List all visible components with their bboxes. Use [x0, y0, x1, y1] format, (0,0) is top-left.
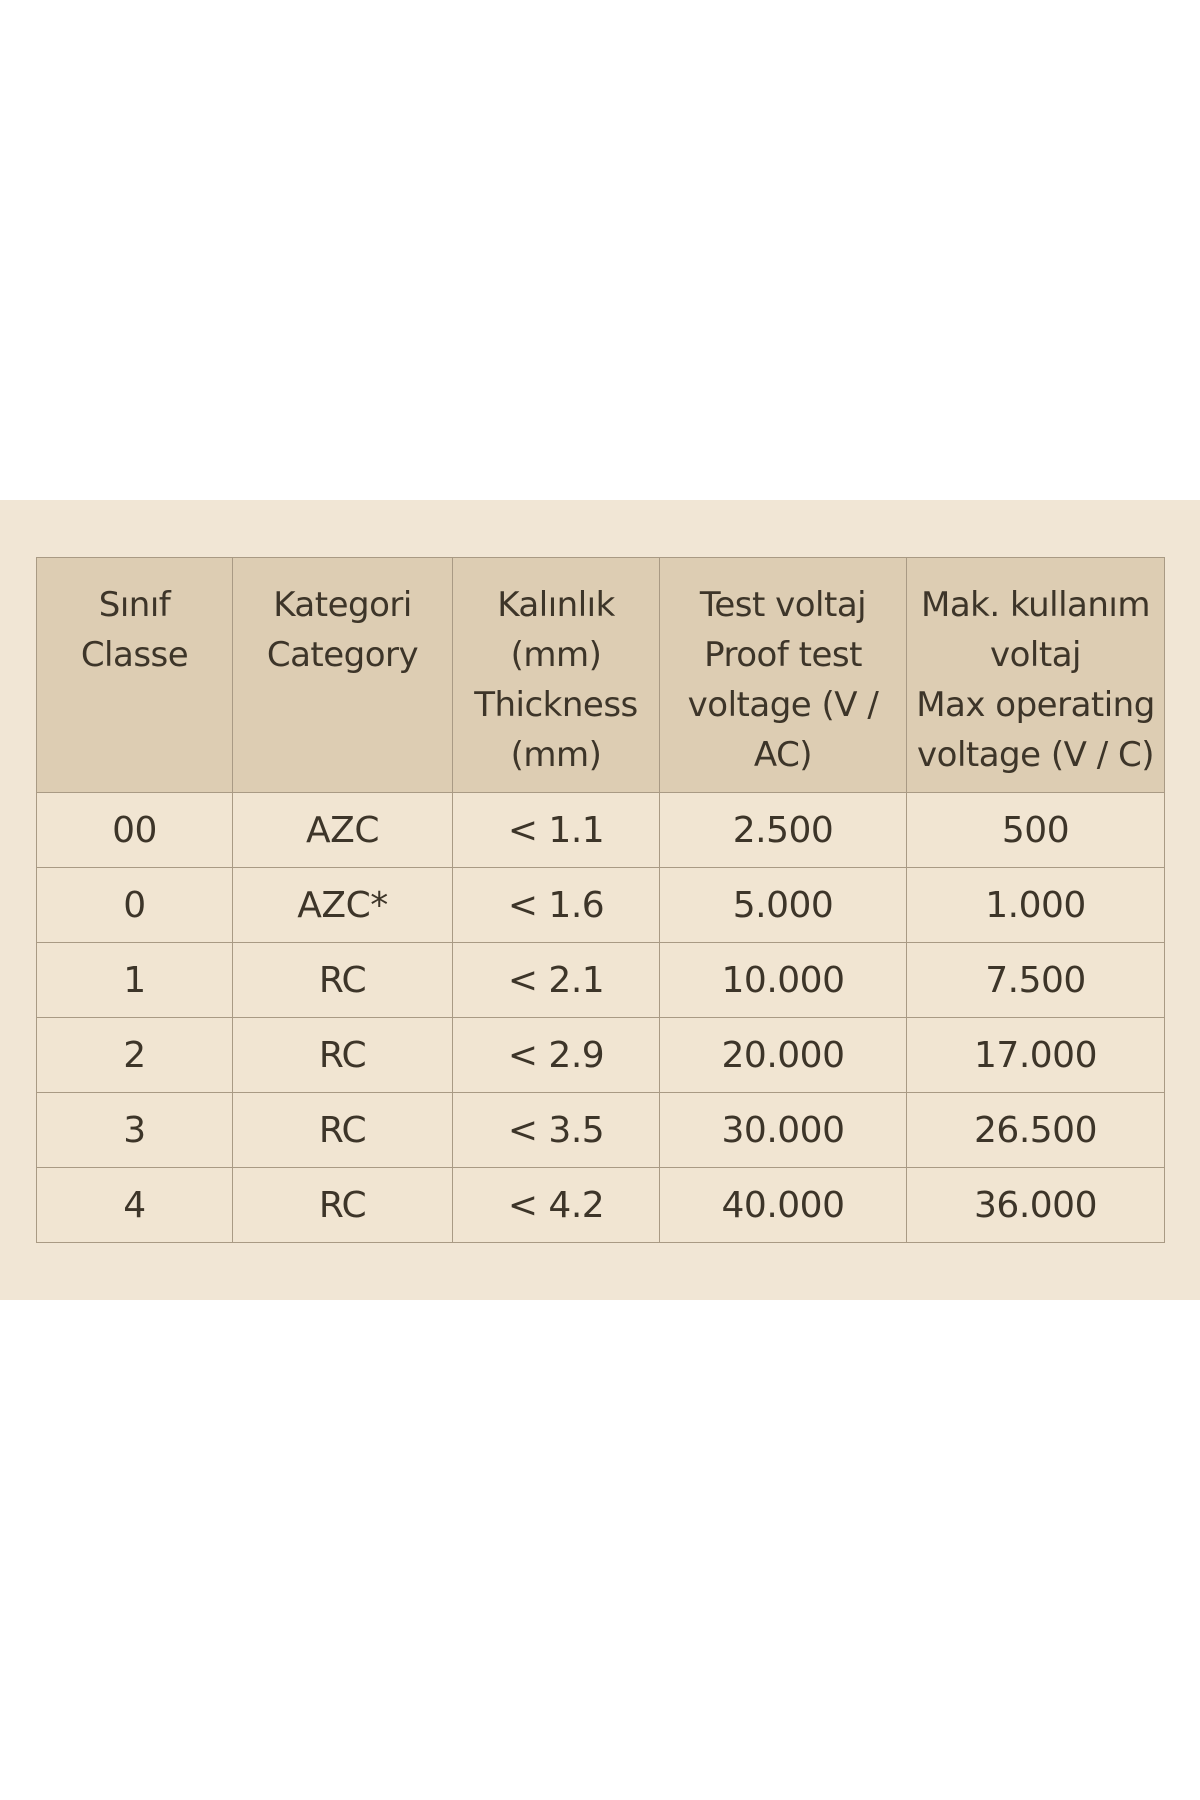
- header-line: Category: [266, 635, 419, 675]
- header-category: [233, 558, 453, 793]
- voltage-class-table: [36, 557, 1165, 1243]
- header-line: Proof test: [704, 635, 862, 675]
- header-line: (mm): [510, 635, 602, 675]
- table-row: [37, 943, 1165, 1018]
- cell-class: 1: [37, 943, 233, 1018]
- cell-thickness: < 4.2: [453, 1168, 660, 1243]
- table-row: [37, 868, 1165, 943]
- cell-class: 0: [37, 868, 233, 943]
- header-line: Test voltaj: [699, 585, 867, 625]
- header-line: Max operating: [916, 685, 1155, 725]
- header-line: voltaj: [990, 635, 1081, 675]
- cell-max-operating-voltage: 7.500: [907, 943, 1165, 1018]
- cell-category: AZC: [233, 793, 453, 868]
- table-row: [37, 1093, 1165, 1168]
- table-row: [37, 793, 1165, 868]
- cell-max-operating-voltage: 1.000: [907, 868, 1165, 943]
- cell-category: RC: [233, 1018, 453, 1093]
- header-thickness: [453, 558, 660, 793]
- cell-proof-test-voltage: 20.000: [660, 1018, 907, 1093]
- cell-category: RC: [233, 1168, 453, 1243]
- table-panel: [0, 500, 1200, 1300]
- cell-proof-test-voltage: 2.500: [660, 793, 907, 868]
- cell-thickness: < 3.5: [453, 1093, 660, 1168]
- header-line: (mm): [510, 735, 602, 775]
- cell-max-operating-voltage: 26.500: [907, 1093, 1165, 1168]
- cell-category: RC: [233, 1093, 453, 1168]
- cell-class: 2: [37, 1018, 233, 1093]
- header-line: Sınıf: [98, 585, 171, 625]
- table-header-row: [37, 558, 1165, 793]
- header-line: voltage (V / C): [917, 735, 1154, 775]
- cell-max-operating-voltage: 500: [907, 793, 1165, 868]
- header-line: Classe: [80, 635, 189, 675]
- header-line: Kalınlık: [497, 585, 615, 625]
- header-class: [37, 558, 233, 793]
- cell-proof-test-voltage: 5.000: [660, 868, 907, 943]
- header-line: Mak. kullanım: [920, 585, 1150, 625]
- cell-max-operating-voltage: 36.000: [907, 1168, 1165, 1243]
- header-max-operating-voltage: [907, 558, 1165, 793]
- cell-category: AZC*: [233, 868, 453, 943]
- cell-thickness: < 1.6: [453, 868, 660, 943]
- cell-category: RC: [233, 943, 453, 1018]
- cell-thickness: < 2.1: [453, 943, 660, 1018]
- header-proof-test-voltage: [660, 558, 907, 793]
- cell-class: 4: [37, 1168, 233, 1243]
- cell-thickness: < 1.1: [453, 793, 660, 868]
- cell-thickness: < 2.9: [453, 1018, 660, 1093]
- cell-proof-test-voltage: 10.000: [660, 943, 907, 1018]
- cell-proof-test-voltage: 30.000: [660, 1093, 907, 1168]
- cell-class: 3: [37, 1093, 233, 1168]
- cell-proof-test-voltage: 40.000: [660, 1168, 907, 1243]
- cell-max-operating-voltage: 17.000: [907, 1018, 1165, 1093]
- header-line: Kategori: [273, 585, 412, 625]
- header-line: AC): [753, 735, 813, 775]
- header-line: Thickness: [474, 685, 638, 725]
- cell-class: 00: [37, 793, 233, 868]
- header-line: voltage (V /: [687, 685, 879, 725]
- table-row: [37, 1018, 1165, 1093]
- table-row: [37, 1168, 1165, 1243]
